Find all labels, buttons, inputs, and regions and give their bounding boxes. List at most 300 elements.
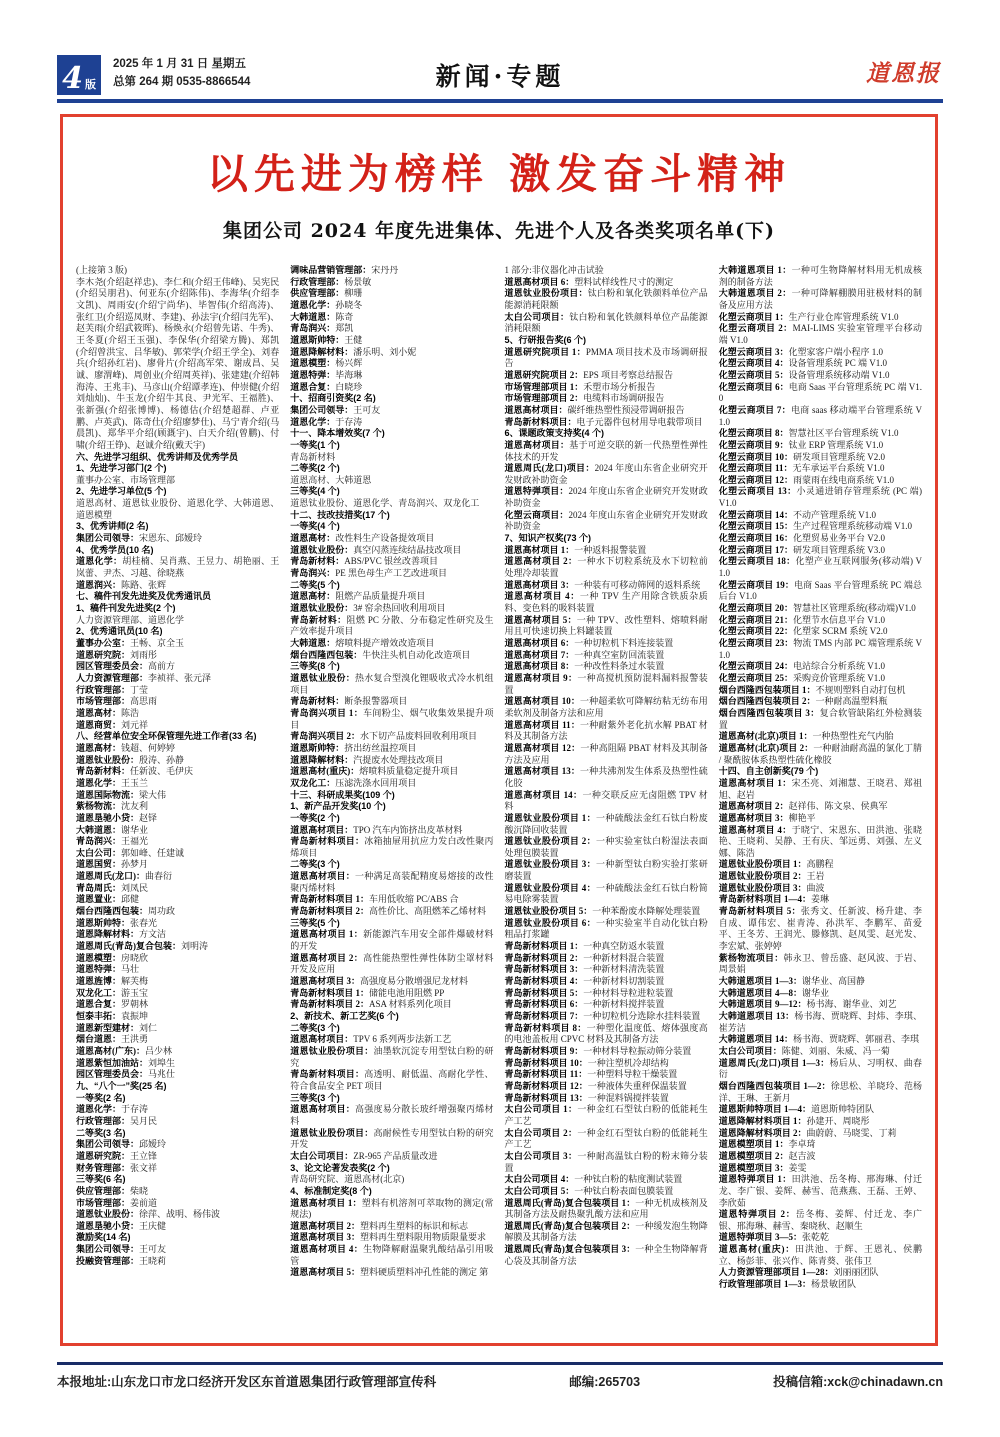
award-entry: 道恩高材项目：碳纤维热塑性预浸带调研报告	[504, 404, 685, 415]
award-entry-label: 道恩降解材料：	[76, 929, 140, 940]
award-entry: 道恩降解材料：潘乐明、刘小妮	[290, 346, 417, 357]
section-heading: 1、先进学习部门(2 个)	[76, 463, 167, 474]
award-entry: 太白公司项目 5：一种钛白粉表面包膜装置	[504, 1185, 674, 1196]
award-entry: 太白公司项目 1：一种金红石型钛白粉的低能耗生产工艺	[504, 1104, 708, 1126]
award-entry: 青岛新材料项目 4：一种新材料切割装置	[504, 976, 665, 987]
section-heading: 一等奖(1 个)	[290, 439, 340, 450]
award-entry-label: 道恩商贸：	[76, 719, 122, 730]
award-entry: 青岛新材料项目 5：一种材料导粒进粒装置	[504, 987, 674, 998]
award-entry-label: 烟台西隆西包装：	[290, 649, 363, 660]
award-entry: 道恩高材项目 8：一种改性料条过水装置	[504, 661, 665, 672]
award-entry-label: 道恩高材项目 2：	[718, 801, 789, 812]
masthead-rule	[57, 99, 943, 103]
award-entry-label: 化塑云商项目 19：	[718, 579, 795, 590]
award-entry-label: 双龙化工：	[76, 987, 122, 998]
award-entry: 青岛新材料项目 12：一种液体失重秤保温装置	[504, 1080, 687, 1091]
footer-postcode: 邮编:265703	[569, 1375, 641, 1389]
award-entry-label: 道恩模塑项目 3：	[718, 1162, 789, 1173]
award-entry: 化塑云商项目 22：化塑家 SCRM 系统 V2.0	[718, 626, 888, 637]
award-entry-label: 化塑云商项目 22：	[718, 626, 794, 637]
award-entry-label: 道恩新型建材：	[76, 1022, 140, 1033]
award-entry: 道恩新型建材：刘仁	[76, 1022, 158, 1033]
award-entry-label: 道恩特弹项目 1：	[718, 1174, 792, 1185]
award-entry: 道恩模塑：杨兴辉	[290, 358, 363, 369]
award-entry-label: 青岛周氏：	[76, 882, 122, 893]
award-entry: 青岛新材料项目：高透明、耐低温、高耐化学性、符合食品安全 PET 项目	[290, 1069, 494, 1091]
article-subhead: 集团公司 2024 年度先进集体、先进个人及各类奖项名单(下)	[222, 220, 776, 242]
award-entry-label: 道恩合复：	[76, 999, 122, 1010]
award-entry: 道恩化学：孙晓冬	[290, 299, 363, 310]
plain-text-line: (上接第 3 版)	[76, 265, 127, 275]
award-entry: 青岛新材料：阻燃 PC 分散、分布稳定性研究及生产效率提升项目	[290, 614, 494, 637]
award-entry-label: 道恩高材(重庆)：	[290, 766, 360, 777]
award-entry: 青岛润兴项目 1：车间粉尘、烟气收集效果提升项目	[290, 707, 494, 730]
award-entry: 道恩特弹：马壮	[76, 964, 140, 975]
section-heading: 十、招商引资奖(2 名)	[290, 393, 376, 404]
award-entry: 集团公司领导：宋恩东、邱嫒玲	[76, 533, 203, 544]
award-entry: 道恩特弹项目 3—5：张乾乾	[718, 1232, 830, 1243]
award-entry-label: 道恩钛业股份项目 2：	[718, 871, 807, 882]
award-entry-label: 化塑云商项目 15：	[718, 521, 794, 532]
award-entry: 大韩道恩项目 2：一种可降解棚膜用驻极材料的制备及应用方法	[718, 288, 922, 310]
award-entry: 道恩周氏(青岛)复合包装项目 1：一种无机成核剂及其制备方法及耐热聚乳酸方法和应用	[504, 1197, 708, 1220]
date-line: 2025 年 1 月 31 日 星期五	[113, 58, 246, 70]
article-headline: 以先进为榜样 激发奋斗精神	[206, 150, 792, 198]
award-entry-label: 道恩斯帅特：	[76, 917, 131, 928]
award-entry-label: 道恩特弹项目 2：	[718, 1209, 796, 1220]
award-entry-label: 市场管理部项目 1：	[504, 381, 584, 392]
award-entry: 化塑云商项目 19：电商 Saas 平台管理系统 PC 端总后台 V1.0	[718, 579, 922, 602]
award-entry-label: 青岛新材料项目 3：	[504, 964, 584, 975]
award-entry: 大韩道恩项目 9—12：杨书海、谢华业、刘艺	[718, 999, 897, 1010]
award-entry: 道恩特弹：毕海琳	[290, 369, 363, 380]
award-entry: 道恩高材：陈浩	[76, 707, 140, 718]
award-entry-label: 道恩高材项目 3：	[504, 579, 575, 590]
award-entry-label: 市场管理部项目 2：	[504, 393, 584, 404]
award-entry-label: 烟台西隆西包装项目 2：	[718, 696, 816, 707]
award-entry: 太白公司：郭如峰、任建诚	[76, 847, 185, 858]
award-entry-label: 道恩钛业股份：	[290, 603, 354, 614]
award-entry: 青岛周氏：刘凤民	[76, 882, 149, 893]
section-heading: 二等奖(3 个)	[290, 1022, 340, 1033]
award-entry-label: 青岛润兴：	[290, 323, 336, 334]
award-entry-label: 青岛新材料项目 10：	[504, 1057, 588, 1068]
plain-text-line: 李木尧(介绍赵祥忠)、李仁和(介绍王伟峰)、吴宪民(介绍吴朋君)、何亚东(介绍陈伟)、李海华(介绍李文凯)、周雨安(介绍宁尚华)、毕智伟(介绍高涛)、张红卫(介绍巡凤财、李建)、孙法宇(介绍闫先军)、赵芙雨(介绍武筱晖)、杨焕永(介绍曾先诺、牛秀)、王冬夏(介绍王玉强)、李保华(介绍梁方腾)、郑凯(介绍曾洪宝、吕华敏)、郭荣学(介绍王学全)、刘春兵(介绍孙红岩)、廖骨片(介绍高军荣、谢成昌、吴诚、廖渭峰)、周创业(介绍周英祥)、张建建(介绍韩海涛、王兆丰)、马彦山(介绍谭孝连)、仲崇健(介绍刘灿灿)、牛玉龙(介绍牛其良、尹光军、王福胜)、张新强(介绍张博博)、杨德估(介绍楚超群、卢亚鹏、卢英武)、陈奇仕(介绍廖梦仕)、马宁青介绍(马晨凯)、郑华平介绍(顾溉宇)、白天介绍(曾鹏)、付啸(介绍王铮)、赵诚介绍(戴天宇)	[76, 276, 280, 450]
award-entry-label: 大韩道恩：	[290, 638, 336, 648]
award-entry-label: 道恩特弹项目：	[504, 486, 569, 497]
award-entry-label: 道恩钛业股份项目：	[504, 288, 588, 299]
award-entry-label: 青岛新材料：	[290, 556, 345, 567]
award-entry: 青岛新材料项目 7：一种切粒机分选除水挂料装置	[504, 1011, 701, 1021]
award-entry: 行政管理部项目 1—3：杨景敏团队	[718, 1279, 857, 1290]
award-entry-label: 化塑云商项目 16：	[718, 533, 794, 544]
award-entry: 大韩道恩项目 14：杨书海、贾晓辉、郭丽君、李琪	[718, 1034, 920, 1045]
award-entry: 道恩高材项目 11：一种耐紫外老化抗水解 PBAT 材料及其制备方法	[504, 719, 708, 742]
award-entry-label: 道恩钛业股份项目 4：	[504, 882, 596, 893]
award-entry: 道恩降解材料项目 2：曲蔚蔚、马晓雯、丁莉	[718, 1127, 897, 1138]
award-entry-label: 化塑云商项目 10：	[718, 451, 794, 462]
award-entry-label: 道恩高材项目 1：	[718, 777, 792, 788]
section-heading: 三等奖(4 个)	[290, 486, 340, 497]
award-entry-label: 道恩高材项目 2：	[290, 952, 364, 963]
award-entry: 青岛新材料项目 5：张秀文、任新波、杨升建、李自成、谭伟宏、崔青涛、孙洪军、李鹏军、苗爱平、王冬芳、王润光、滕修凯、赵凤雯、赵光发、李宏斌、张婷婷	[718, 906, 922, 952]
award-entry: 青岛新材料项目 1：一种真空防返水装置	[504, 941, 665, 952]
award-entry: 行政管理部：吴月民	[76, 1115, 158, 1126]
award-entry: 道恩高材项目 13：一种共沸剂发生体系及热塑性硫化胶	[504, 766, 708, 788]
award-entry-label: 道恩高材(重庆)：	[718, 1244, 796, 1255]
award-entry-label: 道恩国际物流：	[76, 789, 140, 800]
award-entry: 道恩高材项目：TPV 6 系列两步法新工艺	[290, 1034, 452, 1045]
award-entry: 青岛新材料项目 13：一种混料锅搅拌装置	[504, 1092, 669, 1103]
award-entry: 道恩钛业股份项目 2：王岩	[718, 871, 825, 882]
award-entry: 道恩高材项目 3：柳艳平	[718, 812, 816, 823]
award-entry: 道恩置业：邱健	[76, 894, 140, 905]
award-entry-label: 道恩高材项目 5：	[504, 614, 577, 625]
award-entry-label: 青岛新材料：	[76, 766, 131, 777]
award-entry-label: 烟台道恩：	[76, 1034, 122, 1045]
award-entry-label: 太白公司项目 4：	[504, 1174, 575, 1185]
section-heading: 二等奖(3 个)	[290, 859, 340, 870]
award-entry-label: 道恩模塑：	[290, 358, 336, 369]
award-entry: 园区管理委员会：马兆仕	[76, 1069, 176, 1080]
award-entry-label: 行政管理部：	[290, 276, 345, 287]
award-entry: 道恩高材(广东)：吕少林	[76, 1045, 173, 1056]
award-entry: 太白公司项目：钛白粉和氧化铁颜料单位产品能源消耗限额	[504, 311, 708, 334]
award-entry-label: 化塑云商项目 21：	[718, 614, 794, 625]
award-entry-label: 道恩高材项目 7：	[504, 649, 575, 660]
award-entry-label: 道恩高材项目 5：	[290, 1267, 361, 1278]
section-heading: 九、“八个一”奖(25 名)	[76, 1080, 167, 1091]
award-entry-label: 道恩高材项目 3：	[290, 976, 361, 987]
award-entry-label: 道恩旌博：	[76, 976, 122, 987]
award-entry-label: 道恩高材：	[76, 707, 122, 718]
award-entry: 化塑云商项目 10：研发项目管理系统 V2.0	[718, 451, 886, 462]
award-entry: 道恩化学：于存涛	[76, 1104, 149, 1115]
award-entry: 财务管理部：张文祥	[76, 1162, 158, 1173]
section-heading: 7、知识产权奖(73 个)	[504, 533, 592, 544]
award-entry: 道恩特弹项目：2024 年度山东省企业研究开发财政补助资金	[504, 486, 708, 509]
award-entry-label: 太白公司项目：	[718, 1045, 782, 1056]
award-entry-label: 大韩道恩：	[76, 824, 122, 835]
award-entry: 道恩斯帅特：王健	[290, 334, 363, 345]
award-entry: 道恩高材项目：TPO 汽车内饰挤出皮革材料	[290, 824, 463, 835]
award-entry: 化塑云商项目 7：电商 saas 移动端平台管理系统 V1.0	[718, 404, 922, 427]
award-entry: 青岛润兴项目 2：水下切产品废料回收利用项目	[290, 731, 478, 742]
award-entry-label: 青岛新材料项目 1：	[504, 941, 584, 952]
section-heading: 三等奖(5 个)	[290, 917, 340, 928]
award-entry: 道恩钛业股份：徐萍、战明、杨伟波	[76, 1209, 221, 1220]
award-entry: 道恩高材项目 2：塑料再生塑料的标识和标志	[290, 1220, 469, 1231]
award-entry: 青岛新材料项目 8：一种塑化温度低、熔体强度高的电池盖板用 CPVC 材料及其制备方法	[504, 1022, 708, 1045]
award-entry-label: 化塑云商项目 23：	[718, 638, 794, 648]
award-entry: 道恩高材项目 12：一种高阻隔 PBAT 材料及其制备方法及应用	[504, 742, 708, 765]
award-entry-label: 化塑云商项目 20：	[718, 603, 794, 614]
award-entry: 化塑云商项目 14：不动产管理系统 V1.0	[718, 509, 877, 520]
award-entry-label: 大韩道恩项目 13：	[718, 1011, 795, 1021]
award-entry: 青岛新材料：ABS/PVC 银丝改善项目	[290, 556, 439, 567]
section-heading: 十一、降本增效奖(7 个)	[290, 428, 385, 439]
award-entry: 道恩周氏(龙口)：曲春衍	[76, 871, 173, 882]
section-heading: 二等奖(5 个)	[290, 579, 340, 590]
award-entry-label: 道恩合复：	[290, 381, 336, 392]
award-entry: 道恩斯帅特项目 1—4：道恩斯帅特团队	[718, 1104, 875, 1115]
award-entry-label: 道恩高材项目 3：	[290, 1232, 361, 1243]
award-entry: 道恩合复：白晓珍	[290, 381, 363, 392]
award-entry-label: 道恩斯帅特：	[290, 334, 345, 345]
award-entry-label: 青岛新材料：	[290, 614, 347, 625]
award-entry-label: 青岛新材料项目 11：	[504, 1069, 588, 1080]
section-heading: 七、稿件刊发先进奖及优秀通讯员	[76, 591, 212, 602]
plain-text-line: 青岛新材料	[290, 451, 336, 462]
award-entry: 道恩高材项目：基于可逆交联的新一代热塑性弹性体技术的开发	[504, 439, 708, 462]
award-entry-label: 道恩周氏(青岛)复合包装项目 1：	[504, 1197, 636, 1208]
award-entry: 道恩斯帅特：张春光	[76, 917, 158, 928]
award-entry: 青岛新材料项目 2：ASA 材料系列化项目	[290, 999, 452, 1010]
award-entry-label: 烟台西隆西包装项目 1—2：	[718, 1080, 831, 1091]
award-entry: 道恩降解材料项目 1：孙建开、周晓彤	[718, 1115, 870, 1126]
award-entry: 青岛新材料项目 2：一种新材料混合装置	[504, 952, 665, 963]
award-entry: 道恩周氏(青岛)复合包装项目 3：一种全生物降解背心袋及其制备方法	[504, 1244, 708, 1266]
award-entry-label: 青岛新材料项目 12：	[504, 1080, 588, 1091]
award-entry: 恒泰丰拓：袁振坤	[76, 1011, 149, 1021]
award-entry-label: 道恩高材(广东)：	[76, 1045, 145, 1056]
award-entry-label: 道恩高材项目：	[290, 824, 354, 835]
award-entry-label: 道恩高材(北京)项目 2：	[718, 742, 814, 753]
award-entry: 青岛新材料项目 1：车用低收缩 PC/ABS 合	[290, 894, 459, 905]
award-entry: 道恩高材项目 3：塑料再生塑料限用物质限量要求	[290, 1232, 487, 1243]
section-heading: 3、优秀讲师(2 名)	[76, 521, 149, 532]
award-entry-label: 道恩研究院项目 2：	[504, 369, 584, 380]
award-entry-label: 化塑云商项目 17：	[718, 544, 794, 555]
award-entry-label: 青岛新材料项目 7：	[504, 1011, 584, 1021]
award-entry: 青岛润兴：PE 黑色母生产工艺改进项目	[290, 568, 448, 579]
award-entry-label: 道恩高材项目：	[290, 1034, 354, 1045]
section-heading: 6、课题政策支持奖(4 个)	[504, 428, 605, 439]
award-entry: 大韩道恩：陈奇	[290, 311, 354, 322]
award-entry-label: 道恩降解材料：	[290, 346, 354, 357]
award-entry: 青岛润兴：王福光	[76, 836, 149, 847]
award-entry-label: 道恩降解材料项目 1：	[718, 1115, 807, 1126]
award-entry-label: 投融资管理部：	[76, 1255, 140, 1266]
award-entry: 紫杨物流项目：韩永卫、曾岳盛、赵风波、于岩、周景娟	[718, 952, 922, 975]
award-entry-label: 紫杨物流项目：	[718, 952, 784, 963]
award-entry-label: 青岛新材料项目 2：	[504, 952, 584, 963]
award-entry: 道恩钛业股份项目：钛白粉和氧化铁颜料单位产品能源消耗限额	[504, 288, 708, 310]
section-heading: 八、经营单位安全环保管理先进工作者(33 名)	[76, 731, 257, 742]
section-heading: 1、稿件刊发先进奖(2 个)	[76, 603, 176, 614]
award-entry-label: 太白公司项目：	[290, 1150, 354, 1161]
award-entry-label: 青岛新材料项目：	[290, 836, 365, 847]
award-entry: 青岛新材料项目 1：储能电池用阻燃 PP	[290, 987, 445, 998]
award-entry-label: 化塑云商项目 13：	[718, 486, 797, 497]
award-entry: 道恩高材：阻燃产品质量提升项目	[290, 591, 426, 602]
award-entry-label: 太白公司项目 3：	[504, 1150, 578, 1161]
plain-text-line: 道恩高材、道恩钛业股份、道恩化学、大韩道恩、道恩模塑	[76, 498, 280, 520]
award-entry: 人力资源管理部项目 1—28：刘丽丽团队	[718, 1267, 879, 1278]
award-entry-label: 大韩道恩项目 9—12：	[718, 999, 807, 1010]
award-entry-label: 青岛新材料项目 2：	[290, 906, 370, 917]
award-entry-label: 青岛润兴：	[290, 568, 336, 579]
award-entry: 化塑云商项目 3：化塑家客户端小程序 1.0	[718, 346, 884, 357]
section-heading: 二等奖(2 个)	[290, 463, 340, 474]
award-entry: 道恩高材(重庆)：田洪池、于辉、王恩礼、侯鹏立、杨彭菲、张兴作、陈青葵、张伟卫	[718, 1244, 922, 1266]
award-entry-label: 道恩高材项目 14：	[504, 789, 583, 800]
award-entry-label: 青岛新材料项目 4：	[504, 976, 584, 987]
section-heading: 4、标准制定奖(8 个)	[290, 1185, 372, 1196]
award-entry-label: 太白公司：	[76, 847, 122, 858]
award-entry: 化塑云商项目 5：设备管理系统移动端 V1.0	[718, 369, 890, 380]
section-heading: 4、优秀学员(10 名)	[76, 544, 154, 555]
award-entry-label: 道恩钛业股份项目 3：	[718, 882, 807, 893]
award-entry-label: 道恩高材项目 4：	[718, 824, 792, 835]
award-entry: 道恩垦驰小贷：赵铎	[76, 812, 158, 823]
award-entry-label: 道恩高材项目：	[290, 1104, 355, 1115]
award-entry-label: 道恩高材：	[290, 591, 336, 602]
award-entry-label: 董事办公室：	[76, 638, 131, 648]
award-entry: 道恩研究院：王立锋	[76, 1150, 158, 1161]
section-heading: 一等奖(2 个)	[290, 812, 340, 823]
award-entry: 青岛新材料项目：电子元器件包材用导电载带项目	[504, 416, 703, 427]
award-entry: 道恩高材项目 4：于晓宁、宋恩东、田洪池、张晓艳、王晓莉、吴静、王有庆、邹远勇、刘强、左义娜、陈浩	[718, 824, 922, 858]
section-heading: 十三、科研成果奖(109 个)	[290, 789, 395, 800]
award-entry-label: 集团公司领导：	[290, 404, 354, 415]
award-entry-label: 化塑云商项目 24：	[718, 661, 794, 672]
award-entry: 投融资管理部：王晓莉	[76, 1255, 167, 1266]
award-entry-label: 道恩高材项目 2：	[504, 556, 578, 567]
award-entry: 烟台西隆西包装项目 3：复合软管缺陷红外检测装置	[718, 707, 922, 730]
award-entry-label: 青岛新材料项目 6：	[504, 999, 584, 1010]
award-entry: 道恩高材项目 4：生物降解耐温聚乳酸结晶引用吸管	[290, 1244, 494, 1266]
award-entry: 道恩高材项目 2：高性能热塑性弹性体防尘罩材料开发及应用	[290, 952, 494, 975]
award-entry: 道恩合复：罗朝林	[76, 999, 149, 1010]
award-entry: 集团公司领导：邱嫒玲	[76, 1139, 167, 1150]
award-entry: 市场管理部：姜前道	[76, 1197, 158, 1208]
section-title: 新闻·专题	[435, 62, 565, 91]
award-entry-label: 道恩高材项目 6：	[504, 638, 575, 648]
award-entry: 道恩高材项目 10：一种超柔软可降解纺粘无纺布用柔软剂及制备方法和应用	[504, 696, 708, 718]
footer-rule	[57, 1362, 943, 1365]
award-entry: 供应管理部：柴晓	[76, 1185, 149, 1196]
award-entry: 集团公司领导：王可友	[290, 404, 381, 415]
award-entry: 道恩高材项目 1：塑料有机溶剂可萃取物的测定(常规法)	[290, 1197, 494, 1220]
section-heading: 三等奖(8 个)	[290, 661, 340, 672]
award-entry-label: 道恩垦驰小贷：	[76, 812, 140, 823]
award-entry: 道恩高材项目：一种满足高装配精度易熔接的改性聚丙烯材料	[290, 871, 494, 893]
award-entry-label: 道恩高材项目 1：	[290, 929, 364, 940]
award-entry-label: 道恩研究院：	[76, 1150, 131, 1161]
award-entry-label: 双龙化工：	[290, 777, 336, 788]
masthead	[57, 55, 943, 97]
award-entry: 青岛新材料项目 10：一种注塑机冷却结构	[504, 1057, 669, 1068]
section-heading: 1、新产品开发奖(10 个)	[290, 801, 386, 812]
award-entry-label: 道恩化学：	[290, 299, 336, 310]
article-frame	[60, 114, 938, 1346]
award-entry-label: 人力资源管理部：	[76, 672, 149, 683]
award-entry: 道恩周氏(青岛)复合包装：刘明涛	[76, 941, 209, 952]
award-entry-label: 道恩高材项目：	[504, 404, 568, 415]
award-entry: 化塑云商项目 24：电站综合分析系统 V1.0	[718, 661, 886, 672]
section-heading: 十二、技改技措奖(17 个)	[290, 509, 390, 520]
award-entry: 双龙化工：压滤洗涤水回用项目	[290, 777, 417, 788]
award-entry-label: 道恩钛业股份项目：	[290, 1127, 374, 1138]
award-entry: 道恩高材项目 6：一种切粒机下料连接装置	[504, 638, 674, 648]
award-entry-label: 道恩高材项目 4：	[290, 1244, 364, 1255]
award-entry-label: 道恩高材项目 11：	[504, 719, 581, 730]
award-entry-label: 化塑云商项目 1：	[718, 311, 789, 322]
award-entry-label: 化塑云商项目 12：	[718, 474, 794, 485]
plain-text-line: 道恩高材、大韩道恩	[290, 474, 372, 485]
award-entry: 道恩高材(北京)项目 1：一种热塑性充气内胎	[718, 731, 894, 742]
award-entry-label: 青岛新材料项目：	[504, 416, 577, 427]
award-entry: 调味品营销管理部：宋丹丹	[290, 265, 399, 275]
award-entry-label: 化塑云商项目：	[504, 509, 569, 520]
award-entry: 道恩高材(重庆)：熔喷料质量稳定提升项目	[290, 766, 459, 777]
award-entry-label: 青岛新材料：	[290, 696, 345, 707]
award-entry: 道恩钛业股份项目 1：一种硫酸法金红石钛白粉废酸沉降回收装置	[504, 812, 708, 835]
award-entry-label: 道恩高材：	[76, 742, 122, 753]
award-entry-label: 紫杨物流：	[76, 801, 122, 812]
award-entry-label: 青岛新材料项目 2：	[290, 999, 370, 1010]
award-entry-label: 调味品营销管理部：	[290, 265, 372, 275]
award-entry-label: 人力资源管理部项目 1—28：	[718, 1267, 834, 1278]
page-number: 4	[62, 61, 83, 96]
award-entry-label: 化塑云商项目 3：	[718, 346, 789, 357]
section-heading: 一等奖(2 名)	[76, 1092, 126, 1103]
award-entry: 青岛新材料项目 2：高性价比、高阻燃苯乙烯材料	[290, 906, 487, 917]
award-entry-label: 道恩高材项目 9：	[504, 672, 578, 683]
award-entry-label: 道恩高材项目 10：	[504, 696, 580, 707]
award-entry-label: 青岛新材料项目 9：	[504, 1045, 584, 1056]
award-entry-label: 道恩高材(北京)项目 1：	[718, 731, 813, 742]
award-entry-label: 道恩化学：	[76, 556, 123, 567]
award-entry: 道恩高材项目 7：一种真空室防回流装置	[504, 649, 665, 660]
award-entry: 太白公司项目 3：一种耐高温钛白粉的粉末筛分装置	[504, 1150, 708, 1173]
section-heading: 激励奖(14 名)	[76, 1232, 131, 1243]
award-entry: 化塑云商项目 12：雨蒙雨在线电商系统 V1.0	[718, 474, 895, 485]
award-entry: 道恩旌博：解芙梅	[76, 976, 149, 987]
award-entry-label: 道恩钛业股份：	[290, 544, 354, 555]
award-entry-label: 烟台西隆西包装项目 3：	[718, 707, 820, 718]
award-entry: 化塑云商项目 6：电商 Saas 平台管理系统 PC 端 V1.0	[718, 381, 922, 404]
column-4	[719, 265, 922, 1351]
section-heading: 二等奖(3 名)	[76, 1127, 126, 1138]
award-entry-label: 道恩国贸：	[76, 859, 122, 870]
award-entry: 道恩国际物流：梁大伟	[76, 789, 167, 800]
award-entry: 太白公司项目：ZR-965 产品质量改进	[290, 1150, 438, 1161]
award-entry-label: 道恩高材项目 6：	[504, 276, 575, 287]
award-entry-label: 道恩钛业股份：	[76, 1209, 140, 1220]
award-entry-label: 道恩高材项目 13：	[504, 766, 580, 777]
award-entry: 青岛新材料项目 1—4：姜琳	[718, 894, 830, 905]
award-entry: 道恩钛业股份项目 4：一种硫酸法金红石钛白粉简易电除雾装置	[504, 882, 708, 905]
award-entry-label: 烟台西隆西包装项目 1：	[718, 684, 816, 695]
award-entry: 市场管理部：高思雨	[76, 696, 158, 707]
footer	[57, 1372, 943, 1390]
award-entry-label: 道恩周氏(龙口)：	[76, 871, 145, 882]
award-entry-label: 道恩钛业股份项目 2：	[504, 836, 596, 847]
award-entry-label: 道恩特弹：	[290, 369, 336, 380]
section-heading: 三等奖(6 名)	[76, 1174, 126, 1185]
plain-text-line: 董事办公室、市场管理部	[76, 474, 176, 485]
award-entry: 道恩高材项目 1：宋丕亮、刘湘慧、王晓君、郑祖旭、赵岩	[718, 777, 922, 800]
award-entry: 道恩模塑项目 1：李卓琦	[718, 1139, 816, 1150]
award-entry: 烟台西隆西包装：周功政	[76, 906, 176, 917]
award-entry: 化塑云商项目 25：采购竞价管理系统 V1.0	[718, 672, 886, 683]
award-entry: 青岛新材料项目 9：一种材料导粒振动筛分装置	[504, 1045, 692, 1056]
award-entry-label: 道恩模塑项目 1：	[718, 1139, 789, 1150]
award-entry: 人力资源管理部：李祯祥、张元泽	[76, 672, 212, 683]
award-entry-label: 道恩斯帅特项目 1—4：	[718, 1104, 812, 1115]
